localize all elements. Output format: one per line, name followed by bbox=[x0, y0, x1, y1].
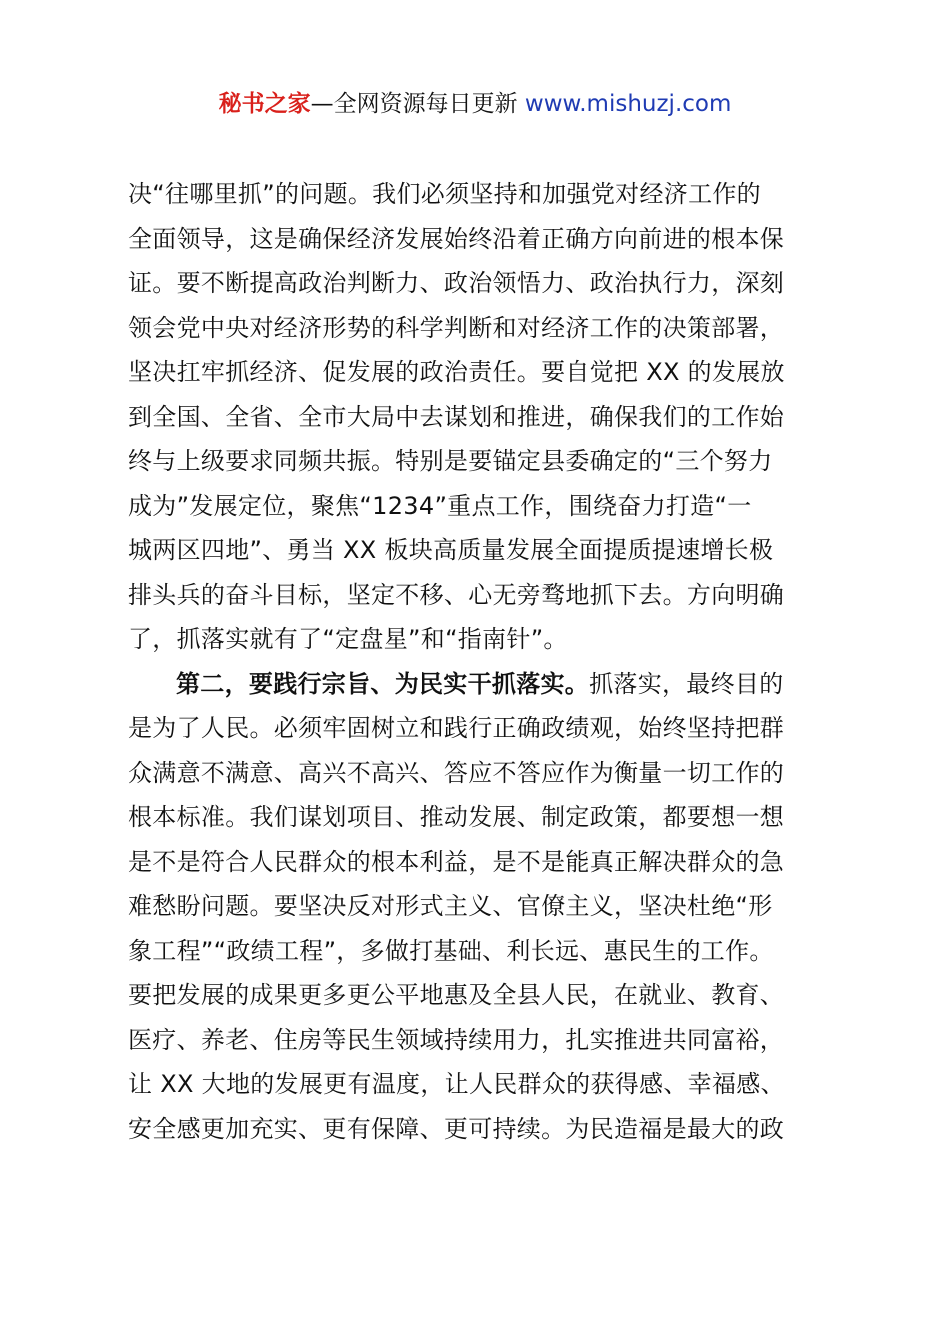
brand-name: 秘书之家 bbox=[218, 91, 311, 117]
paragraph-2-heading: 第二，要践行宗旨、为民实干抓落实。 bbox=[176, 669, 590, 698]
text-line: 了，抓落实就有了“定盘星”和“指南针”。 bbox=[128, 625, 568, 653]
text-line: 是为了人民。必须牢固树立和践行正确政绩观，始终坚持把群 bbox=[128, 714, 785, 742]
text-line: 众满意不满意、高兴不高兴、答应不答应作为衡量一切工作的 bbox=[128, 758, 785, 787]
text-line: 让 XX 大地的发展更有温度，让人民群众的获得感、幸福感、 bbox=[128, 1070, 785, 1098]
text-line: 要把发展的成果更多更公平地惠及全县人民，在就业、教育、 bbox=[128, 981, 785, 1009]
text-line: 象工程”“政绩工程”，多做打基础、利长远、惠民生的工作。 bbox=[128, 936, 774, 965]
text-line: 城两区四地”、勇当 XX 板块高质量发展全面提质提速增长极 bbox=[128, 536, 774, 564]
header-tagline: —全网资源每日更新 bbox=[310, 91, 518, 117]
paragraph-2-first-line bbox=[128, 662, 838, 707]
website-link[interactable]: www.mishuzj.com bbox=[524, 91, 732, 117]
text-line: 坚决扛牢抓经济、促发展的政治责任。要自觉把 XX 的发展放 bbox=[128, 358, 785, 386]
text-line: 医疗、养老、住房等民生领域持续用力，扎实推进共同富裕， bbox=[128, 1025, 785, 1054]
text-line: 到全国、全省、全市大局中去谋划和推进，确保我们的工作始 bbox=[128, 402, 785, 431]
text-line: 排头兵的奋斗目标，坚定不移、心无旁骛地抓下去。方向明确 bbox=[128, 580, 785, 609]
text-line: 证。要不断提高政治判断力、政治领悟力、政治执行力，深刻 bbox=[128, 269, 785, 297]
text-line: 安全感更加充实、更有保障、更可持续。为民造福是最大的政 bbox=[128, 1114, 785, 1143]
document-body bbox=[128, 172, 838, 1151]
text-line: 难愁盼问题。要坚决反对形式主义、官僚主义，坚决杜绝“形 bbox=[128, 892, 773, 920]
text-line: 全面领导，这是确保经济发展始终沿着正确方向前进的根本保 bbox=[128, 224, 785, 253]
text-line: 是不是符合人民群众的根本利益，是不是能真正解决群众的急 bbox=[128, 847, 785, 876]
paragraph-2-first-text: 抓落实，最终目的 bbox=[589, 669, 784, 698]
text-line: 成为”发展定位，聚焦“1234”重点工作，围绕奋力打造“一 bbox=[128, 491, 752, 520]
text-line: 根本标准。我们谋划项目、推动发展、制定政策，都要想一想 bbox=[128, 803, 785, 831]
text-line: 终与上级要求同频共振。特别是要锚定县委确定的“三个努力 bbox=[128, 447, 773, 475]
text-line: 领会党中央对经济形势的科学判断和对经济工作的决策部署， bbox=[128, 313, 785, 342]
page-header bbox=[0, 88, 950, 120]
text-line: 决“往哪里抓”的问题。我们必须坚持和加强党对经济工作的 bbox=[128, 180, 761, 208]
